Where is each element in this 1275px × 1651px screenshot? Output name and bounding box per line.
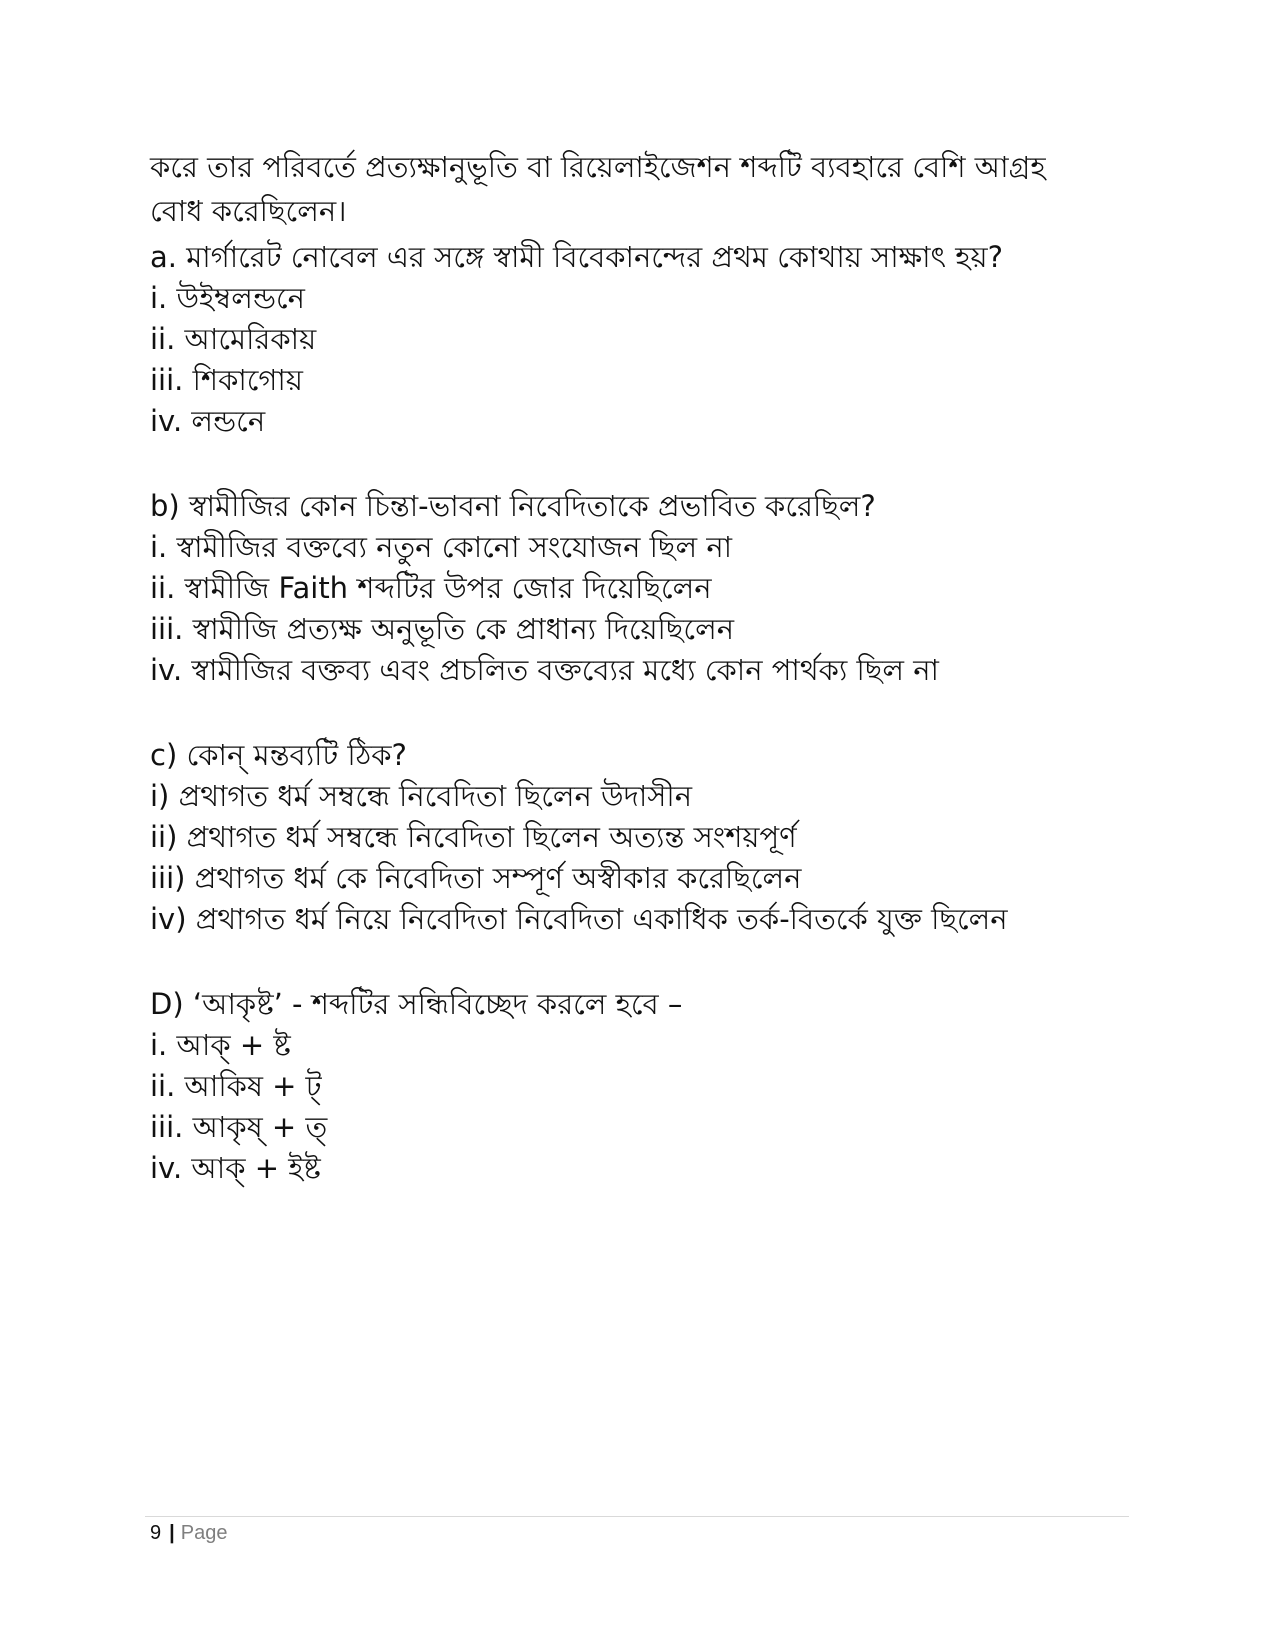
option-item: i. আক্ + ষ্ট (150, 1028, 291, 1062)
page-number: 9 (150, 1522, 162, 1544)
option-item: iii. স্বামীজি প্রত্যক্ষ অনুভূতি কে প্রাধান্য দিয়েছিলেন (150, 612, 735, 646)
option-item: iv. আক্ + ইষ্ট (150, 1151, 321, 1185)
option-item: iii. শিকাগোয় (150, 363, 303, 397)
question-c (150, 735, 1130, 940)
question-b (150, 486, 1130, 691)
question-text: D) ‘আকৃষ্ট’ - শব্দটির সন্ধিবিচ্ছেদ করলে হবে – (150, 987, 683, 1021)
option-item: iii. আকৃষ্ + ত্ (150, 1110, 328, 1144)
option-item: iii) প্রথাগত ধর্ম কে নিবেদিতা সম্পূর্ণ অস্বীকার করেছিলেন (150, 861, 802, 895)
option-item: iv. স্বামীজির বক্তব্য এবং প্রচলিত বক্তব্যের মধ্যে কোন পার্থক্য ছিল না (150, 653, 939, 687)
option-item: iv) প্রথাগত ধর্ম নিয়ে নিবেদিতা নিবেদিতা একাধিক তর্ক-বিতর্কে যুক্ত ছিলেন (150, 902, 1008, 936)
option-item: i. স্বামীজির বক্তব্যে নতুন কোনো সংযোজন ছিল না (150, 530, 733, 564)
question-d (150, 984, 1130, 1189)
question-text: b) স্বামীজির কোন চিন্তা-ভাবনা নিবেদিতাকে প্রভাবিত করেছিল? (150, 489, 876, 523)
option-item: ii. স্বামীজি Faith শব্দটির উপর জোর দিয়েছিলেন (150, 571, 712, 605)
intro-line: বোধ করেছিলেন। (150, 194, 347, 228)
question-a (150, 237, 1130, 442)
option-item: i) প্রথাগত ধর্ম সম্বন্ধে নিবেদিতা ছিলেন উদাসীন (150, 779, 693, 813)
option-item: ii) প্রথাগত ধর্ম সম্বন্ধে নিবেদিতা ছিলেন অত্যন্ত সংশয়পূর্ণ (150, 820, 797, 854)
document-body (150, 145, 1130, 1189)
option-item: iv. লন্ডনে (150, 404, 266, 438)
option-item: i. উইম্বলন্ডনে (150, 281, 305, 315)
footer-divider (145, 1516, 1129, 1517)
page-label: Page (180, 1522, 228, 1544)
intro-line: করে তার পরিবর্তে প্রত্যক্ষানুভূতি বা রিয়েলাইজেশন শব্দটি ব্যবহারে বেশি আগ্রহ (150, 150, 1046, 184)
intro-paragraph (150, 145, 1130, 233)
question-text: a. মার্গারেট নোবেল এর সঙ্গে স্বামী বিবেকানন্দের প্রথম কোথায় সাক্ষাৎ হয়? (150, 240, 1003, 274)
option-item: ii. আকিষ + ট্ (150, 1069, 322, 1103)
option-item: ii. আমেরিকায় (150, 322, 317, 356)
page-footer (150, 1520, 227, 1546)
question-text: c) কোন্ মন্তব্যটি ঠিক? (150, 738, 407, 772)
footer-separator: | (169, 1522, 175, 1544)
